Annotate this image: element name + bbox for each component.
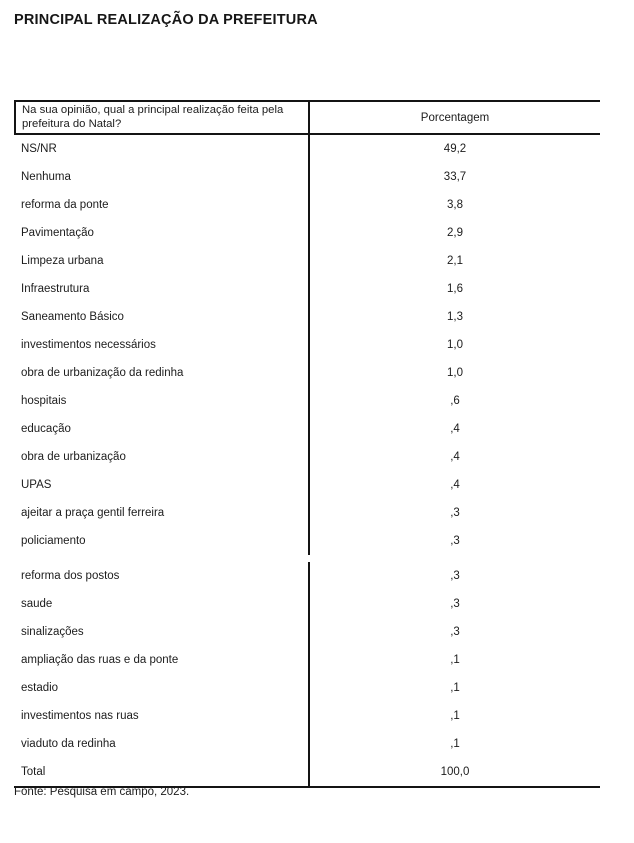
table-row	[14, 618, 600, 646]
row-label: Saneamento Básico	[14, 303, 310, 331]
row-value: 2,9	[447, 227, 463, 239]
row-label: Limpeza urbana	[14, 247, 310, 275]
row-label: UPAS	[14, 471, 310, 499]
row-label: Pavimentação	[14, 219, 310, 247]
row-value: ,4	[450, 423, 460, 435]
row-value: ,3	[450, 570, 460, 582]
row-label: obra de urbanização da redinha	[14, 359, 310, 387]
row-value: 100,0	[440, 766, 470, 778]
row-label: saude	[14, 590, 310, 618]
row-label: Infraestrutura	[14, 275, 310, 303]
row-value: 49,2	[443, 143, 467, 155]
table-row-total	[14, 758, 600, 786]
source-note: Fonte: Pesquisa em campo, 2023.	[14, 786, 190, 798]
survey-results-table	[14, 100, 600, 788]
table-row	[14, 387, 600, 415]
table-row	[14, 674, 600, 702]
row-value: 1,0	[447, 339, 463, 351]
row-label: Total	[14, 758, 310, 786]
row-label: estadio	[14, 674, 310, 702]
table-row	[14, 135, 600, 163]
row-value: ,6	[450, 395, 460, 407]
table-header-row	[14, 100, 600, 135]
table-row	[14, 702, 600, 730]
table-row	[14, 303, 600, 331]
table-row	[14, 415, 600, 443]
row-label: educação	[14, 415, 310, 443]
row-label: investimentos nas ruas	[14, 702, 310, 730]
table-row	[14, 562, 600, 590]
row-value: 2,1	[447, 255, 463, 267]
row-value: 1,0	[447, 367, 463, 379]
row-label: NS/NR	[14, 135, 310, 163]
page-title: PRINCIPAL REALIZAÇÃO DA PREFEITURA	[14, 12, 318, 28]
table-row	[14, 163, 600, 191]
table-body	[14, 135, 600, 788]
row-value: 1,3	[447, 311, 463, 323]
row-label: ampliação das ruas e da ponte	[14, 646, 310, 674]
row-value: ,1	[450, 682, 460, 694]
row-value: ,3	[450, 598, 460, 610]
row-value: ,1	[450, 738, 460, 750]
row-value: ,3	[450, 507, 460, 519]
row-label: hospitais	[14, 387, 310, 415]
row-value: 33,7	[443, 171, 467, 183]
table-row	[14, 471, 600, 499]
row-value: ,1	[450, 710, 460, 722]
table-row	[14, 527, 600, 555]
row-label: ajeitar a praça gentil ferreira	[14, 499, 310, 527]
table-row	[14, 590, 600, 618]
question-header-cell: Na sua opinião, qual a principal realização feita pela prefeitura do Natal?	[14, 102, 310, 133]
row-value: ,4	[450, 479, 460, 491]
row-value: 1,6	[447, 283, 463, 295]
table-row	[14, 275, 600, 303]
row-label: sinalizações	[14, 618, 310, 646]
table-row	[14, 646, 600, 674]
row-value: ,1	[450, 654, 460, 666]
row-label: viaduto da redinha	[14, 730, 310, 758]
table-row	[14, 191, 600, 219]
percentage-header-cell: Porcentagem	[420, 111, 490, 124]
table-row	[14, 247, 600, 275]
table-row	[14, 331, 600, 359]
table-row	[14, 499, 600, 527]
row-label: Nenhuma	[14, 163, 310, 191]
row-value: 3,8	[447, 199, 463, 211]
row-label: investimentos necessários	[14, 331, 310, 359]
row-label: policiamento	[14, 527, 310, 555]
row-label: obra de urbanização	[14, 443, 310, 471]
table-row	[14, 359, 600, 387]
row-label: reforma dos postos	[14, 562, 310, 590]
table-row	[14, 443, 600, 471]
table-row	[14, 730, 600, 758]
row-label: reforma da ponte	[14, 191, 310, 219]
table-row	[14, 219, 600, 247]
row-value: ,4	[450, 451, 460, 463]
row-value: ,3	[450, 535, 460, 547]
row-value: ,3	[450, 626, 460, 638]
